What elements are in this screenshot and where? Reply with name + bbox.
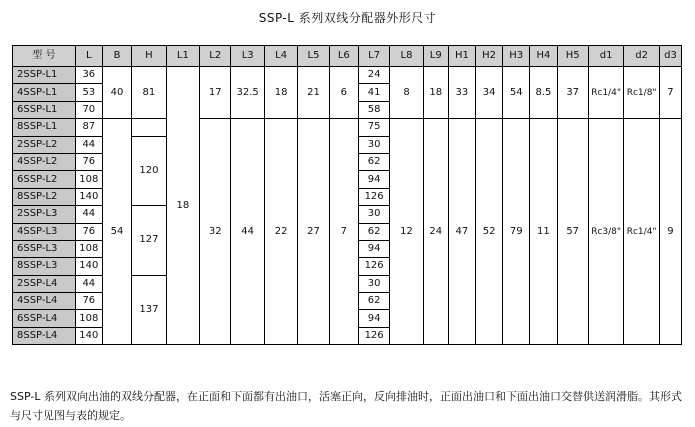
table-cell: Rc1/4" [624, 119, 660, 345]
table-cell: 108 [75, 310, 102, 327]
column-header: H2 [475, 46, 502, 67]
l7-cell: 126 [358, 258, 389, 275]
column-header: L6 [329, 46, 358, 67]
l7-cell: 62 [358, 153, 389, 170]
l7-cell: 30 [358, 136, 389, 153]
column-header: L7 [358, 46, 389, 67]
table-cell: 33 [448, 67, 475, 119]
table-cell: 76 [75, 293, 102, 310]
model-cell: 6SSP-L3 [13, 240, 76, 257]
table-cell: 32 [200, 119, 231, 345]
model-cell: 2SSP-L2 [13, 136, 76, 153]
table-cell: 36 [75, 67, 102, 84]
model-cell: 6SSP-L2 [13, 171, 76, 188]
table-cell: 44 [75, 275, 102, 292]
column-header: H1 [448, 46, 475, 67]
table-cell: 34 [475, 67, 502, 119]
page-title: SSP-L 系列双线分配器外形尺寸 [258, 11, 437, 25]
table-cell: 17 [200, 67, 231, 119]
l7-cell: 41 [358, 84, 389, 101]
table-cell: 137 [132, 275, 166, 345]
table-cell: 12 [390, 119, 423, 345]
column-header: L3 [231, 46, 264, 67]
table-cell: 7 [329, 119, 358, 345]
table-cell: 11 [530, 119, 557, 345]
table-cell: 37 [557, 67, 588, 119]
table-cell: 52 [475, 119, 502, 345]
l7-cell: 58 [358, 101, 389, 118]
l7-cell: 30 [358, 206, 389, 223]
table-cell: 6 [329, 67, 358, 119]
table-cell: 8.5 [530, 67, 557, 119]
l7-cell: 24 [358, 67, 389, 84]
table-cell: 24 [423, 119, 448, 345]
table-cell: 81 [132, 67, 166, 119]
table-cell: 22 [264, 119, 297, 345]
table-cell: 47 [448, 119, 475, 345]
column-header: L1 [166, 46, 199, 67]
l7-cell: 62 [358, 223, 389, 240]
table-cell: 120 [132, 136, 166, 206]
table-cell: 27 [298, 119, 329, 345]
column-header: H [132, 46, 166, 67]
table-cell: 76 [75, 153, 102, 170]
table-cell [132, 119, 166, 136]
model-cell: 2SSP-L1 [13, 67, 76, 84]
model-cell: 2SSP-L3 [13, 206, 76, 223]
column-header: L9 [423, 46, 448, 67]
table-cell: 87 [75, 119, 102, 136]
table-cell: 9 [659, 119, 681, 345]
column-header: 型 号 [13, 46, 76, 67]
table-cell: Rc1/4" [588, 67, 624, 119]
column-header: H5 [557, 46, 588, 67]
table-cell: 108 [75, 171, 102, 188]
l7-cell: 62 [358, 293, 389, 310]
table-cell: Rc1/8" [624, 67, 660, 119]
model-cell: 4SSP-L1 [13, 84, 76, 101]
table-cell: 40 [102, 67, 131, 119]
column-header: L4 [264, 46, 297, 67]
column-header: d3 [659, 46, 681, 67]
table-cell: 53 [75, 84, 102, 101]
table-cell: 54 [102, 119, 131, 345]
column-header: L8 [390, 46, 423, 67]
table-cell: 44 [75, 206, 102, 223]
table-cell: 76 [75, 223, 102, 240]
table-cell: 127 [132, 206, 166, 276]
column-header: L [75, 46, 102, 67]
column-header: H3 [503, 46, 530, 67]
column-header: H4 [530, 46, 557, 67]
l7-cell: 126 [358, 188, 389, 205]
l7-cell: 75 [358, 119, 389, 136]
model-cell: 8SSP-L3 [13, 258, 76, 275]
table-cell: 57 [557, 119, 588, 345]
model-cell: 4SSP-L4 [13, 293, 76, 310]
dimension-table [12, 45, 682, 345]
header-row [13, 46, 682, 67]
column-header: B [102, 46, 131, 67]
model-cell: 4SSP-L3 [13, 223, 76, 240]
table-cell: 108 [75, 240, 102, 257]
model-cell: 6SSP-L1 [13, 101, 76, 118]
table-row [13, 67, 682, 84]
model-cell: 8SSP-L1 [13, 119, 76, 136]
column-header: L5 [298, 46, 329, 67]
l7-cell: 30 [358, 275, 389, 292]
table-row [13, 119, 682, 136]
column-header: d1 [588, 46, 624, 67]
model-cell: 8SSP-L2 [13, 188, 76, 205]
table-cell: 32.5 [231, 67, 264, 119]
model-cell: 2SSP-L4 [13, 275, 76, 292]
table-cell: Rc3/8" [588, 119, 624, 345]
table-cell: 21 [298, 67, 329, 119]
table-cell: 18 [423, 67, 448, 119]
l7-cell: 94 [358, 240, 389, 257]
table-cell: 18 [166, 67, 199, 345]
table-cell: 18 [264, 67, 297, 119]
column-header: L2 [200, 46, 231, 67]
model-cell: 8SSP-L4 [13, 327, 76, 344]
table-cell: 44 [231, 119, 264, 345]
l7-cell: 94 [358, 171, 389, 188]
table-cell: 44 [75, 136, 102, 153]
table-cell: 7 [659, 67, 681, 119]
l7-cell: 94 [358, 310, 389, 327]
description-text: SSP-L 系列双向出油的双线分配器，在正面和下面都有出油口，活塞正向，反向排油时，正面出油口和下面出油口交替供送润滑脂。其形式与尺寸见图与表的规定。 [10, 390, 682, 422]
table-cell: 70 [75, 101, 102, 118]
table-cell: 79 [503, 119, 530, 345]
model-cell: 6SSP-L4 [13, 310, 76, 327]
table-cell: 54 [503, 67, 530, 119]
table-cell: 140 [75, 327, 102, 344]
model-cell: 4SSP-L2 [13, 153, 76, 170]
table-cell: 140 [75, 188, 102, 205]
l7-cell: 126 [358, 327, 389, 344]
table-cell: 8 [390, 67, 423, 119]
table-cell: 140 [75, 258, 102, 275]
column-header: d2 [624, 46, 660, 67]
